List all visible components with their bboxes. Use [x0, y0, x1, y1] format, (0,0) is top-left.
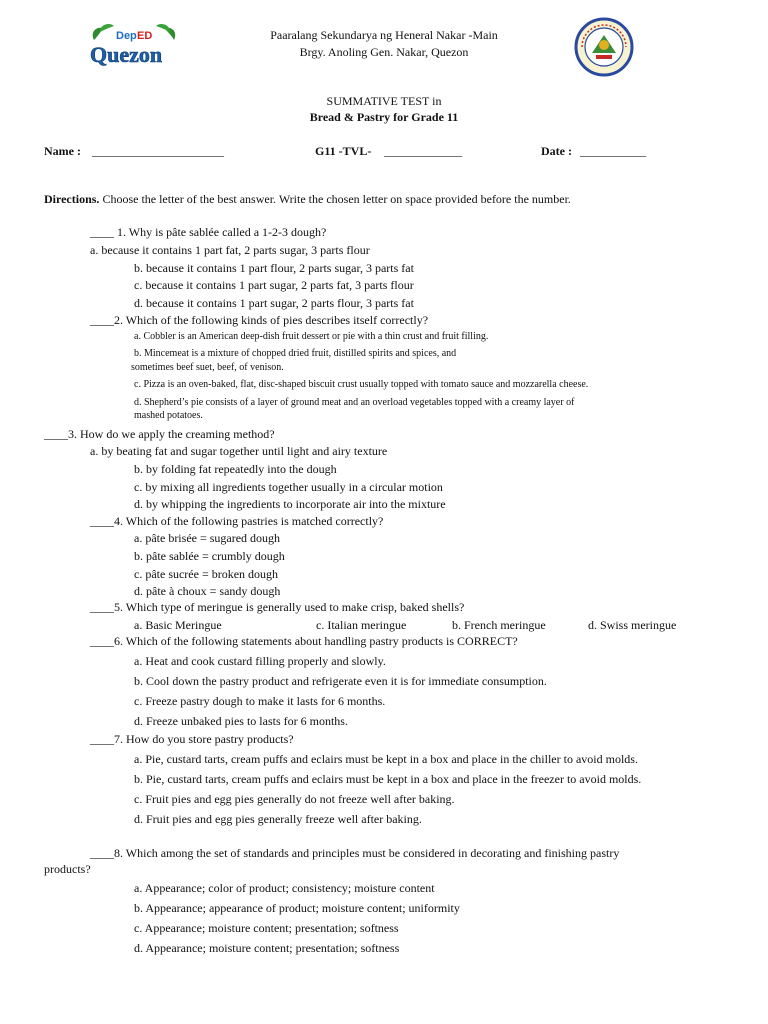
- section-label: G11 -TVL-: [315, 144, 372, 158]
- q3-option-c: c. by mixing all ingredients together usually in a circular motion: [134, 480, 443, 494]
- q4-option-d: d. pâte à choux = sandy dough: [134, 584, 281, 598]
- q4-option-b: b. pâte sablée = crumbly dough: [134, 549, 285, 563]
- q1-option-c: c. because it contains 1 part sugar, 2 parts fat, 3 parts flour: [134, 278, 414, 292]
- directions-label: Directions.: [44, 192, 100, 206]
- question-8-cont: products?: [44, 862, 91, 876]
- q1-option-d: d. because it contains 1 part sugar, 2 parts flour, 3 parts fat: [134, 296, 414, 310]
- q2-option-c: c. Pizza is an oven-baked, flat, disc-shaped biscuit crust usually topped with tomato sauce and mozzarella cheese.: [134, 379, 589, 390]
- q6-option-b: b. Cool down the pastry product and refrigerate even it is for immediate consumption.: [134, 674, 547, 688]
- q3-option-a: a. by beating fat and sugar together until light and airy texture: [90, 444, 388, 458]
- q6-option-c: c. Freeze pastry dough to make it lasts for 6 months.: [134, 694, 386, 708]
- q1-option-a: a. because it contains 1 part fat, 2 parts sugar, 3 parts flour: [90, 243, 370, 257]
- q1-option-b: b. because it contains 1 part flour, 2 parts sugar, 3 parts fat: [134, 261, 414, 275]
- section-blank[interactable]: _____________: [384, 144, 462, 158]
- svg-text:Quezon: Quezon: [90, 42, 163, 67]
- test-title: SUMMATIVE TEST in: [326, 94, 442, 108]
- q2-option-d-cont: mashed potatoes.: [134, 410, 203, 421]
- q5-option-b-french: b. French meringue: [452, 618, 546, 632]
- q2-option-d: d. Shepherd’s pie consists of a layer of ground meat and an overload vegetables topped with a creamy layer of: [134, 397, 575, 408]
- q4-option-c: c. pâte sucrée = broken dough: [134, 567, 279, 581]
- name-label: Name :: [44, 144, 81, 158]
- q8-option-c: c. Appearance; moisture content; presentation; softness: [134, 921, 399, 935]
- q2-option-b: b. Mincemeat is a mixture of chopped dried fruit, distilled spirits and spices, and: [134, 348, 457, 359]
- q7-option-d: d. Fruit pies and egg pies generally freeze well after baking.: [134, 812, 422, 826]
- question-2: ____2. Which of the following kinds of pies describes itself correctly?: [90, 313, 429, 327]
- test-subject: Bread & Pastry for Grade 11: [309, 110, 459, 124]
- q5-option-a: a. Basic Meringue: [134, 618, 222, 632]
- name-blank[interactable]: ______________________: [92, 144, 224, 158]
- q2-option-a: a. Cobbler is an American deep-dish fruit dessert or pie with a thin crust and fruit filling.: [134, 331, 489, 342]
- date-blank[interactable]: ___________: [580, 144, 646, 158]
- question-1: ____ 1. Why is pâte sablée called a 1-2-3 dough?: [90, 225, 327, 239]
- directions-text: Choose the letter of the best answer. Write the chosen letter on space provided before the number.: [99, 192, 571, 206]
- q8-option-b: b. Appearance; appearance of product; moisture content; uniformity: [134, 901, 460, 915]
- q8-option-d: d. Appearance; moisture content; presentation; softness: [134, 941, 400, 955]
- q8-option-a: a. Appearance; color of product; consistency; moisture content: [134, 881, 435, 895]
- question-8: ____8. Which among the set of standards and principles must be considered in decorating and finishing pastry: [90, 846, 620, 860]
- q2-option-b-cont: sometimes beef suet, beef, of venison.: [131, 362, 284, 373]
- school-address: Brgy. Anoling Gen. Nakar, Quezon: [299, 45, 469, 59]
- q7-option-a: a. Pie, custard tarts, cream puffs and eclairs must be kept in a box and place in the chiller to avoid molds.: [134, 752, 638, 766]
- q7-option-b: b. Pie, custard tarts, cream puffs and eclairs must be kept in a box and place in the freezer to avoid molds.: [134, 772, 642, 786]
- directions: [44, 192, 571, 207]
- q5-option-d: d. Swiss meringue: [588, 618, 677, 632]
- q7-option-c: c. Fruit pies and egg pies generally do not freeze well after baking.: [134, 792, 455, 806]
- question-7: ____7. How do you store pastry products?: [90, 732, 294, 746]
- q6-option-a: a. Heat and cook custard filling properly and slowly.: [134, 654, 386, 668]
- question-3: ____3. How do we apply the creaming method?: [44, 427, 275, 441]
- question-5: ____5. Which type of meringue is generally used to make crisp, baked shells?: [90, 600, 465, 614]
- q6-option-d: d. Freeze unbaked pies to lasts for 6 months.: [134, 714, 348, 728]
- date-label: Date :: [541, 144, 572, 158]
- question-4: ____4. Which of the following pastries is matched correctly?: [90, 514, 384, 528]
- q5-option-c-italian: c. Italian meringue: [316, 618, 407, 632]
- svg-text:ED: ED: [137, 30, 153, 42]
- school-name: Paaralang Sekundarya ng Heneral Nakar -Main: [270, 28, 498, 42]
- q4-option-a: a. pâte brisée = sugared dough: [134, 531, 281, 545]
- question-6: ____6. Which of the following statements about handling pastry products is CORRECT?: [90, 634, 518, 648]
- svg-text:Dep: Dep: [116, 30, 137, 42]
- q3-option-b: b. by folding fat repeatedly into the dough: [134, 462, 337, 476]
- q3-option-d: d. by whipping the ingredients to incorporate air into the mixture: [134, 497, 446, 511]
